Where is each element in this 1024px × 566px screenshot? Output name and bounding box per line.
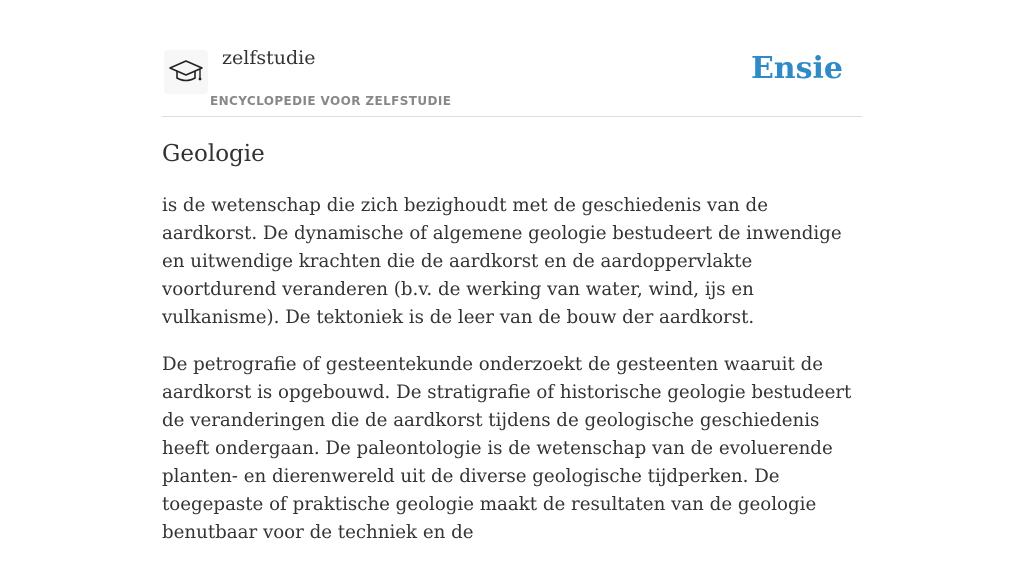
site-logo[interactable] [164,50,208,94]
brand-logo-link[interactable]: Ensie [750,51,843,86]
graduation-cap-icon [168,56,204,88]
site-tagline: ENCYCLOPEDIE VOOR ZELFSTUDIE [210,94,452,108]
article-paragraph: is de wetenschap die zich bezighoudt met de geschiedenis van de aardkorst. De dynamische of algemene geologie bestudeert de inwendige en uitwendige krachten die de aardkorst en de aardoppervlakte voortdurend veranderen (b.v. de werking van water, wind, ijs en vulkanisme). De tektoniek is de leer van de bouw der aardkorst. [162,195,842,328]
article-paragraph: De petrografie of gesteentekunde onderzoekt de gesteenten waaruit de aardkorst is opgebouwd. De stratigrafie of historische geologie bestudeert de veranderingen die de aardkorst tijdens de geologische geschiedenis heeft ondergaan. De paleontologie is de wetenschap van de evoluerende planten- en dierenwereld uit de diverse geologische tijdperken. De toegepaste of praktische geologie maakt de resultaten van de geologie benutbaar voor de techniek en de [162,354,852,543]
site-name[interactable]: zelfstudie [222,47,316,69]
article-body [162,192,864,566]
site-header [162,0,862,117]
page-title: Geologie [162,141,265,167]
page [162,0,862,543]
